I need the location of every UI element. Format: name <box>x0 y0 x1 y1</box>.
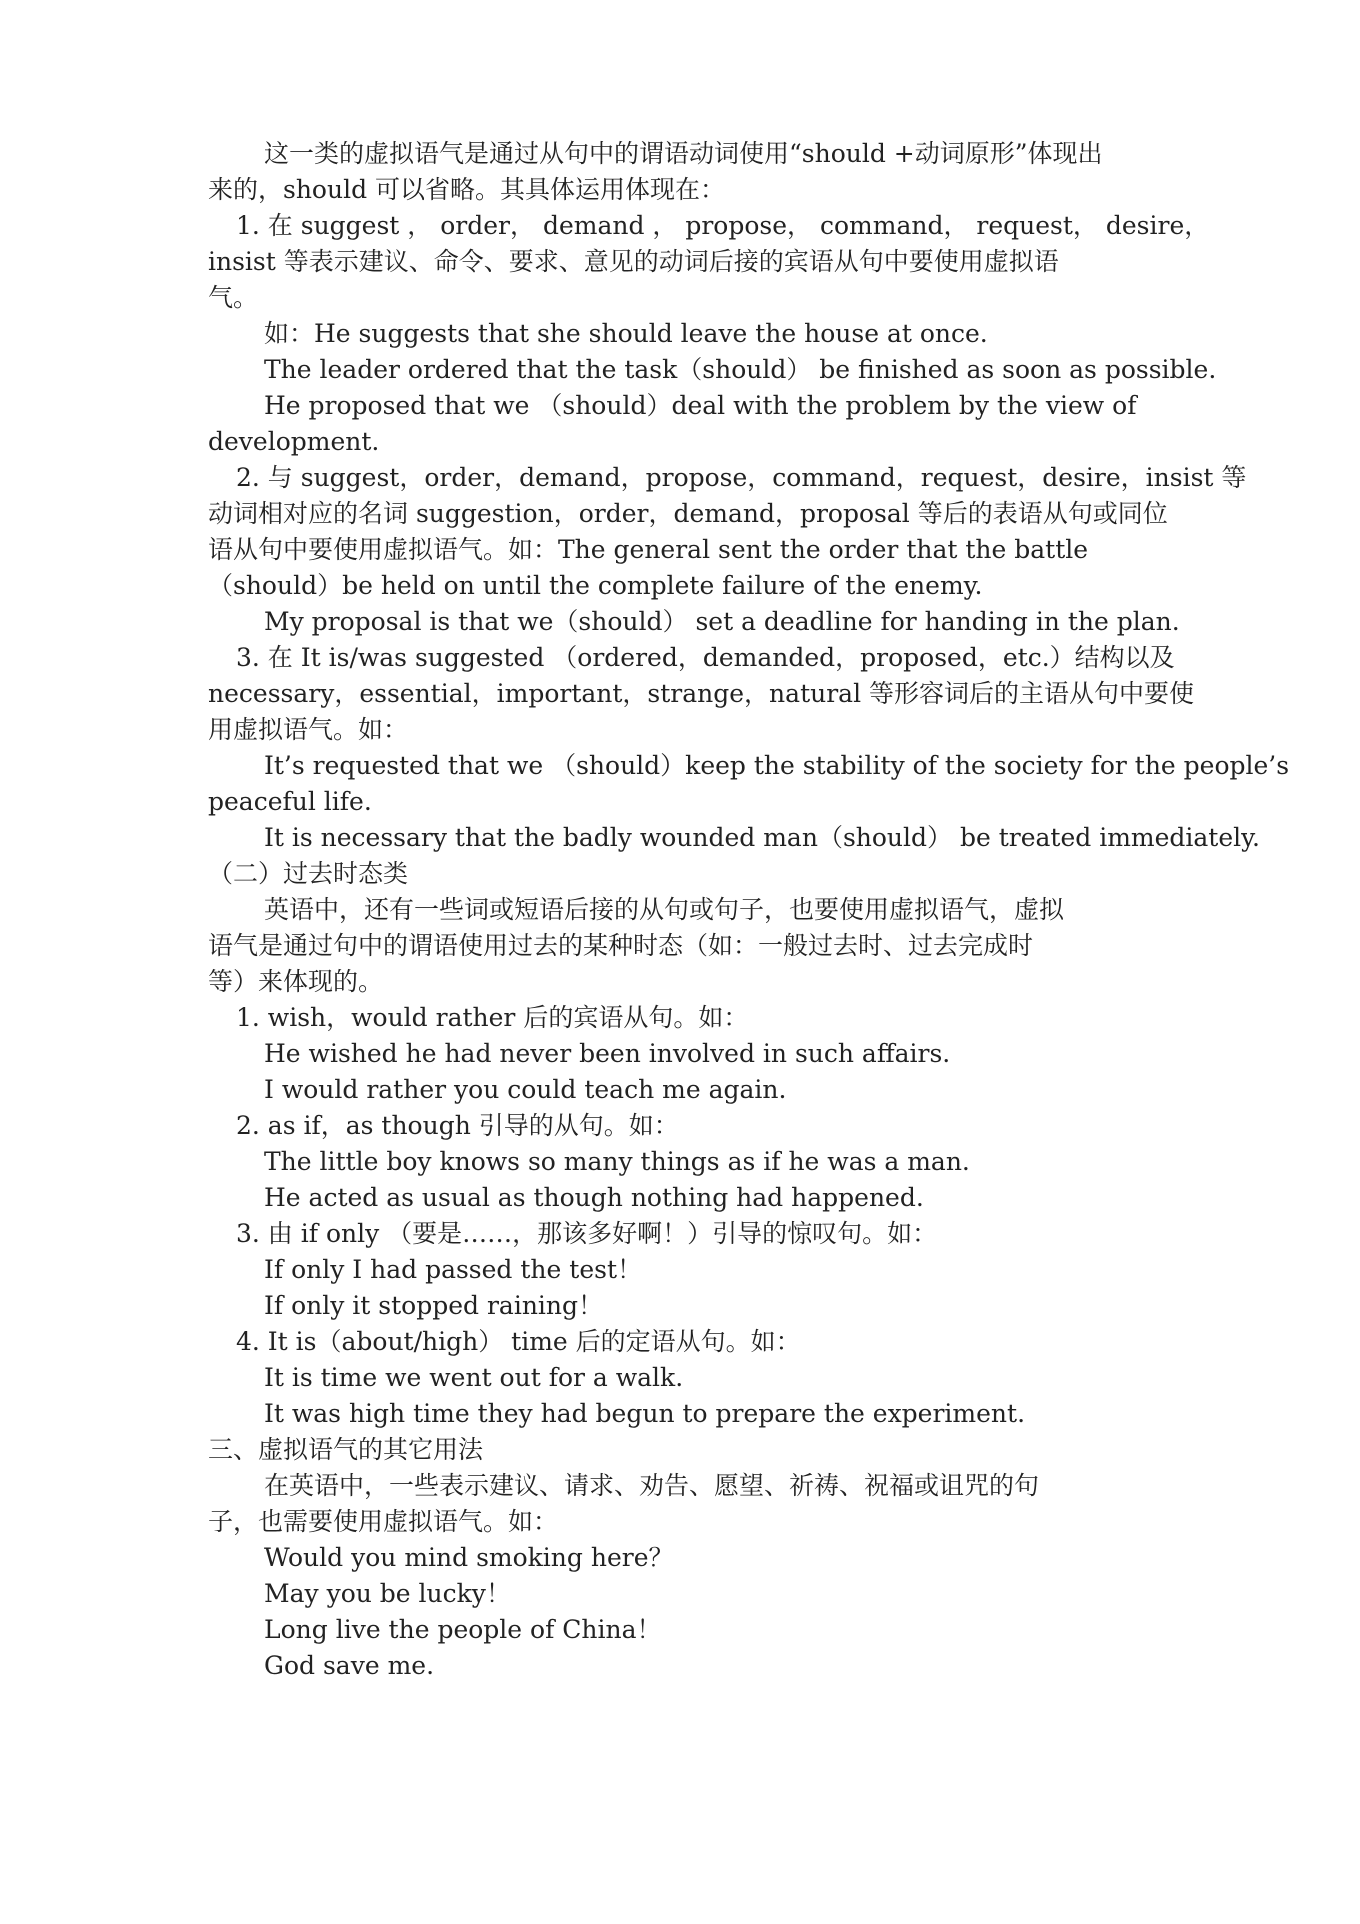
text-line: It was high time they had begun to prepare the experiment. <box>264 1399 1026 1428</box>
text-line: May you be lucky！ <box>264 1579 511 1608</box>
text-line: 如：He suggests that she should leave the house at once. <box>264 319 988 348</box>
text-line: insist 等表示建议、命令、要求、意见的动词后接的宾语从句中要使用虚拟语 <box>208 247 1059 276</box>
text-line: development. <box>208 427 380 456</box>
text-line: Long live the people of China！ <box>264 1615 662 1644</box>
document-body <box>208 136 1290 1684</box>
text-line: 3. 由 if only （要是……，那该多好啊！）引导的惊叹句。如： <box>236 1219 938 1248</box>
text-line: I would rather you could teach me again. <box>264 1075 787 1104</box>
text-line: 语气是通过句中的谓语使用过去的某种时态（如：一般过去时、过去完成时 <box>208 931 1034 960</box>
text-line: If only I had passed the test！ <box>264 1255 642 1284</box>
text-line: If only it stopped raining！ <box>264 1291 604 1320</box>
text-line: 动词相对应的名词 suggestion，order，demand，proposal 等后的表语从句或同位 <box>208 499 1168 528</box>
text-line: Would you mind smoking here？ <box>264 1543 674 1572</box>
text-line: My proposal is that we（should） set a deadline for handing in the plan. <box>264 607 1180 636</box>
text-line: 气。 <box>208 283 259 312</box>
text-line: 等）来体现的。 <box>208 967 384 996</box>
text-line: God save me. <box>264 1651 435 1680</box>
text-line: 2. as if，as though 引导的从句。如： <box>236 1111 679 1140</box>
text-line: 1. 在 suggest ， order， demand ， propose， command， request， desire， <box>236 211 1210 240</box>
text-line: 4. It is（about/high） time 后的定语从句。如： <box>236 1327 801 1356</box>
text-line: peaceful life. <box>208 787 372 816</box>
text-line: 1. wish，would rather 后的宾语从句。如： <box>236 1003 749 1032</box>
text-line: The little boy knows so many things as if he was a man. <box>264 1147 970 1176</box>
text-line: It’s requested that we （should）keep the stability of the society for the people’s <box>264 751 1290 780</box>
text-line: He wished he had never been involved in such affairs. <box>264 1039 951 1068</box>
text-line: 三、虚拟语气的其它用法 <box>208 1435 484 1464</box>
text-line: 子，也需要使用虚拟语气。如： <box>208 1507 559 1536</box>
text-line: 来的，should 可以省略。其具体运用体现在： <box>208 175 726 204</box>
text-line: necessary，essential，important，strange，natural 等形容词后的主语从句中要使 <box>208 679 1195 708</box>
text-line: （should）be held on until the complete failure of the enemy. <box>208 571 983 600</box>
text-line: 在英语中，一些表示建议、请求、劝告、愿望、祈祷、祝福或诅咒的句 <box>264 1471 1040 1500</box>
text-line: 语从句中要使用虚拟语气。如：The general sent the order that the battle <box>208 535 1089 564</box>
text-line: 这一类的虚拟语气是通过从句中的谓语动词使用“should +动词原形”体现出 <box>264 139 1103 168</box>
text-line: （二）过去时态类 <box>208 859 409 888</box>
text-line: 2. 与 suggest，order，demand，propose，command，request，desire，insist 等 <box>236 463 1247 492</box>
text-line: 3. 在 It is/was suggested （ordered，demanded，proposed，etc.）结构以及 <box>236 643 1175 672</box>
text-line: It is time we went out for a walk. <box>264 1363 684 1392</box>
text-line: He acted as usual as though nothing had happened. <box>264 1183 924 1212</box>
text-line: He proposed that we （should）deal with the problem by the view of <box>264 391 1137 420</box>
text-line: 用虚拟语气。如： <box>208 715 409 744</box>
text-line: 英语中，还有一些词或短语后接的从句或句子，也要使用虚拟语气，虚拟 <box>264 895 1065 924</box>
text-line: The leader ordered that the task（should） be finished as soon as possible. <box>264 355 1217 384</box>
text-line: It is necessary that the badly wounded man（should） be treated immediately. <box>264 823 1260 852</box>
